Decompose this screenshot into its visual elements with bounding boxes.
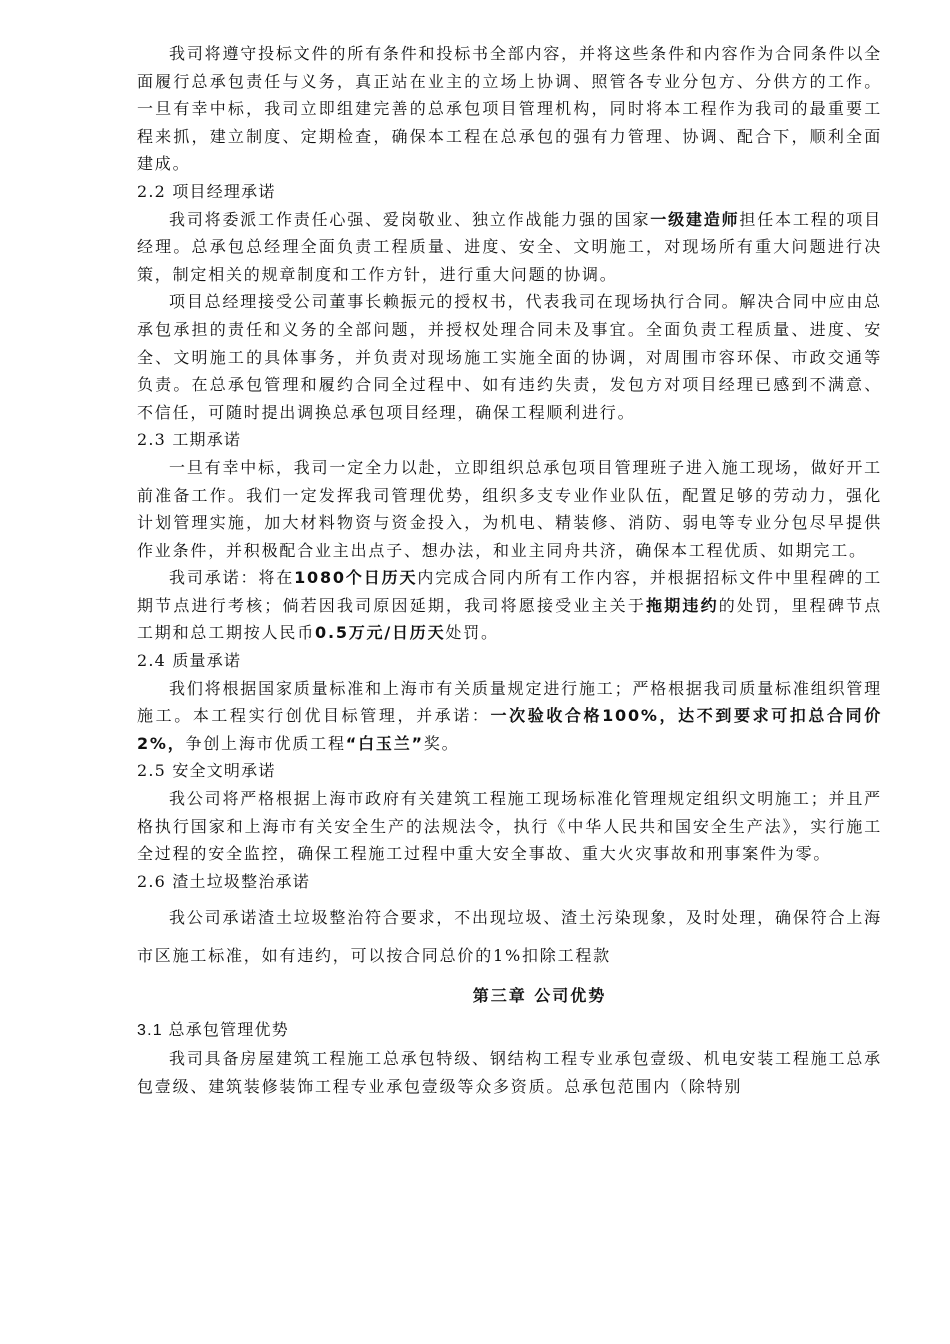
section-2-2-heading: 2.2 项目经理承诺 (137, 181, 276, 201)
section-2-4-heading: 2.4 质量承诺 (137, 651, 242, 671)
text-run: 我司承诺：将在 (169, 568, 295, 588)
text-run: 争创上海市优质工程 (185, 733, 346, 753)
emphasis-duration: 1080个日历天 (294, 568, 418, 588)
section-2-2-paragraph-2: 项目总经理接受公司董事长赖振元的授权书，代表我司在现场执行合同。解决合同中应由总承包承担的责任和义务的全部问题，并授权处理合同未及事宜。全面负责工程质量、进度、安全、文明施工的具体事务，并负责对现场施工实施全面的协调，对周围市容环保、市政交通等负责。在总承包管理和履约合同全过程中、如有违约失责，发包方对项目经理已感到不满意、不信任，可随时提出调换总承包项目经理，确保工程顺利进行。 (137, 292, 882, 422)
section-2-4-paragraph-1 (137, 675, 882, 758)
text-run: 担任本工程的项目经理。总承包总经理全面负责工程质量、进度、安全、文明施工，对现场所有重大问题进行决策，制定相关的规章制度和工作方针，进行重大问题的协调。 (137, 209, 882, 284)
emphasis-acceptance-rate: 一次验收合格100%，达不到要求可扣总合同价2%， (137, 706, 883, 753)
chapter-3-title: 第三章 公司优势 (472, 986, 607, 1006)
text-run: 我们将根据国家质量标准和上海市有关质量规定进行施工；严格根据我司质量标准组织管理施工。本工程实行创优目标管理，并承诺： (137, 678, 882, 726)
emphasis-first-class-constructor: 一级建造师 (650, 209, 740, 229)
text-run: 的处罚，里程碑节点工期和总工期按人民币 (137, 595, 883, 643)
text-run: 奖。 (423, 733, 460, 753)
emphasis-delay-penalty: 拖期违约 (646, 595, 719, 615)
section-2-2-paragraph-1 (137, 206, 882, 289)
section-3-1-paragraph-1: 我司具备房屋建筑工程施工总承包特级、钢结构工程专业承包壹级、机电安装工程施工总承包壹级、建筑装修装饰工程专业承包壹级等众多资质。总承包范围内（除特别 (137, 1049, 882, 1096)
text-run: 处罚。 (445, 623, 499, 643)
intro-paragraph: 我司将遵守投标文件的所有条件和投标书全部内容，并将这些条件和内容作为合同条件以全面履行总承包责任与义务，真正站在业主的立场上协调、照管各专业分包方、分供方的工作。一旦有幸中标，我司立即组建完善的总承包项目管理机构，同时将本工程作为我司的最重要工程来抓，建立制度、定期检查，确保本工程在总承包的强有力管理、协调、配合下，顺利全面建成。 (137, 44, 882, 174)
text-run: 内完成合同内所有工作内容，并根据招标文件中里程碑的工期节点进行考核；倘若因我司原因延期，我司将愿接受业主关于 (137, 568, 882, 615)
section-2-3-paragraph-2 (137, 564, 882, 647)
section-3-1-heading: 3.1 总承包管理优势 (137, 1022, 289, 1040)
section-2-3-heading: 2.3 工期承诺 (137, 430, 242, 450)
emphasis-penalty-rate: 0.5万元/日历天 (315, 623, 446, 643)
emphasis-magnolia-award: “白玉兰” (345, 733, 424, 753)
section-2-3-paragraph-1: 一旦有幸中标，我司一定全力以赴，立即组织总承包项目管理班子进入施工现场，做好开工前准备工作。我们一定发挥我司管理优势，组织多支专业作业队伍，配置足够的劳动力，强化计划管理实施，加大材料物资与资金投入，为机电、精装修、消防、弱电等专业分包尽早提供作业条件，并积极配合业主出点子、想办法，和业主同舟共济，确保本工程优质、如期完工。 (137, 457, 882, 560)
section-2-6-heading: 2.6 渣土垃圾整治承诺 (137, 871, 310, 891)
text-run: 我司将委派工作责任心强、爱岗敬业、独立作战能力强的国家 (169, 209, 651, 229)
section-2-5-heading: 2.5 安全文明承诺 (137, 761, 276, 781)
section-2-6-paragraph-1: 我公司承诺渣土垃圾整治符合要求，不出现垃圾、渣土污染现象，及时处理，确保符合上海市区施工标准，如有违约，可以按合同总价的1%扣除工程款 (137, 908, 882, 966)
section-2-5-paragraph-1: 我公司将严格根据上海市政府有关建筑工程施工现场标准化管理规定组织文明施工；并且严格执行国家和上海市有关安全生产的法规法令，执行《中华人民共和国安全生产法》，实行施工全过程的安全监控，确保工程施工过程中重大安全事故、重大火灾事故和刑事案件为零。 (137, 789, 882, 864)
